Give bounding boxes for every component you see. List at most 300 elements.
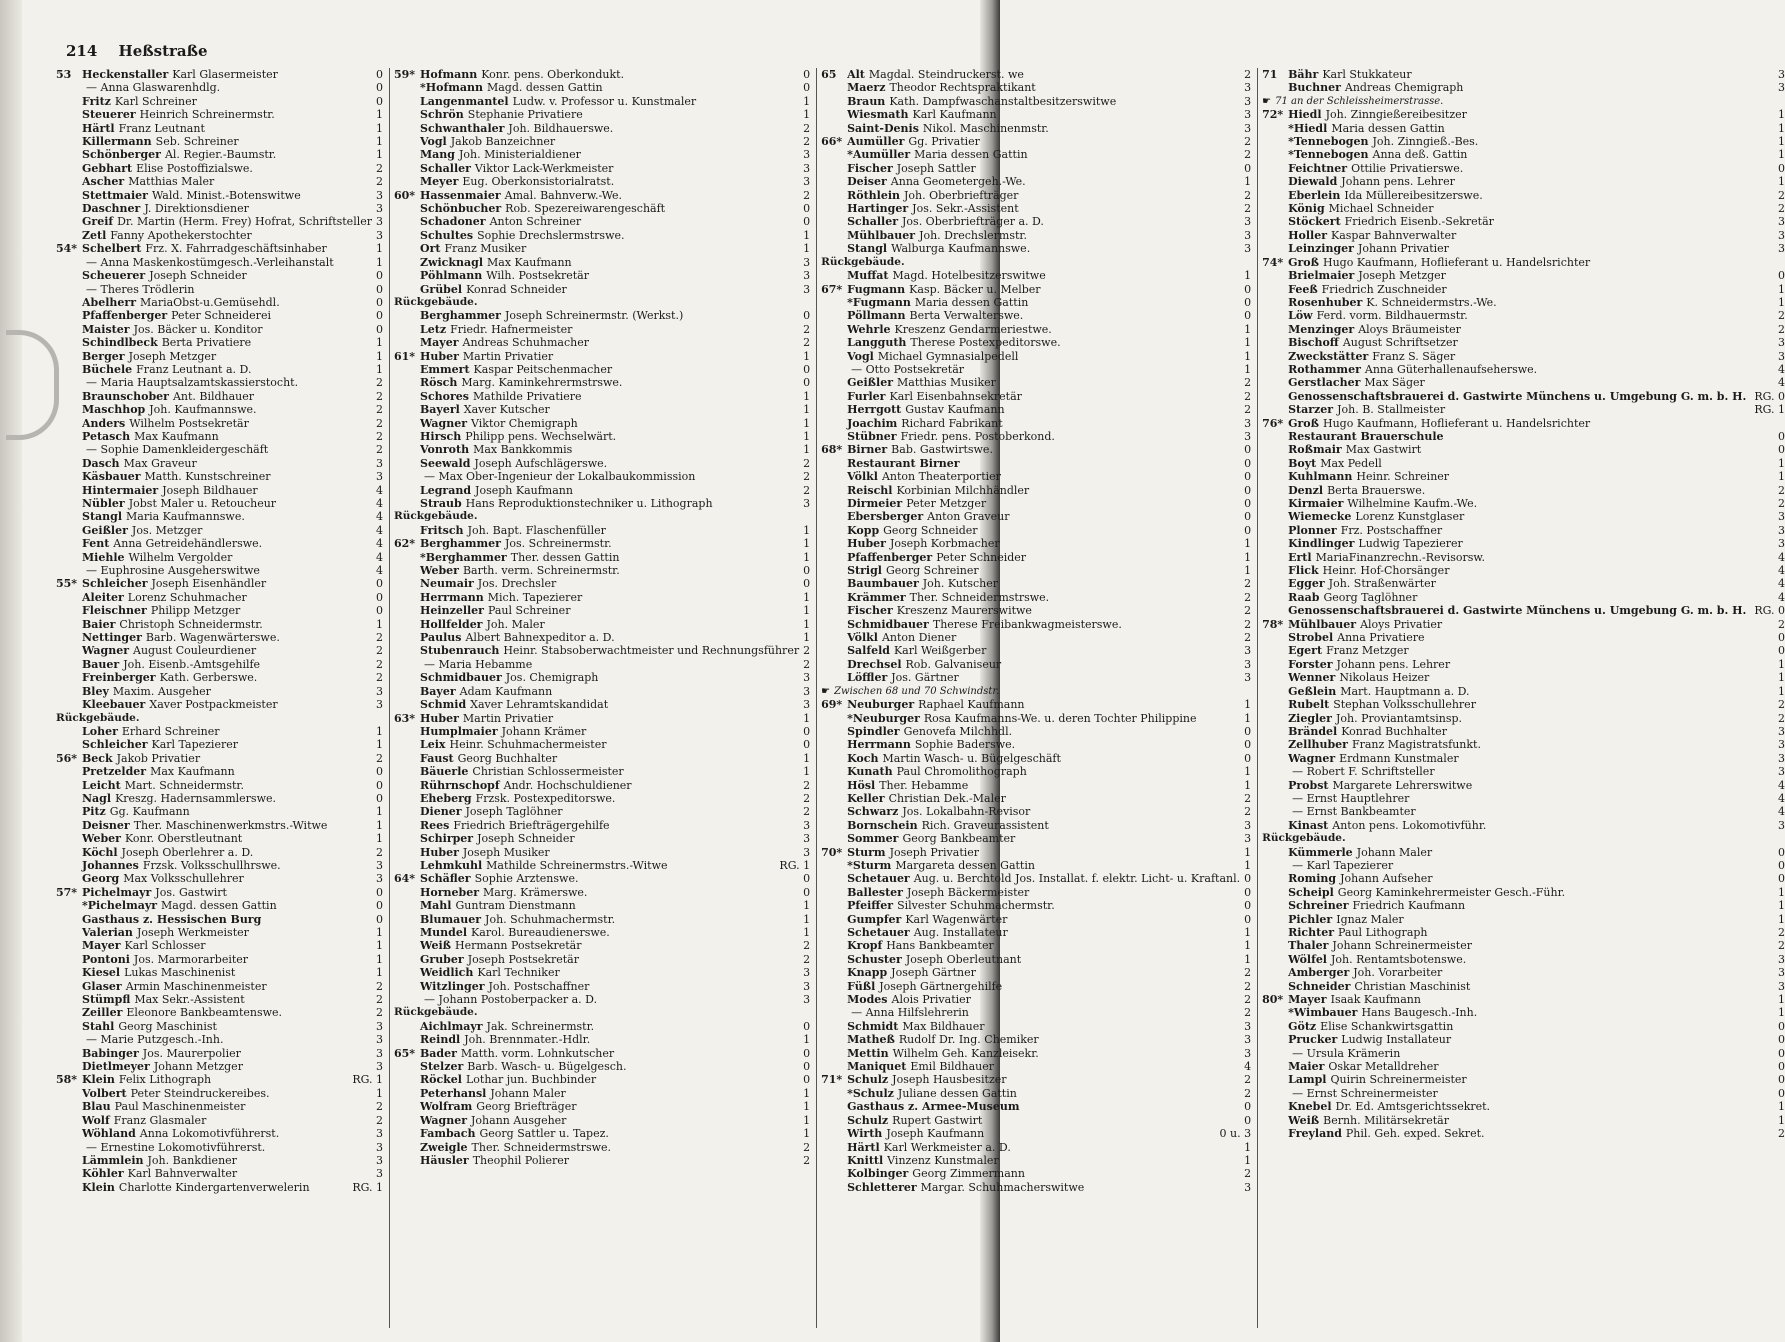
directory-entry: [394, 1087, 810, 1100]
entry-floor: 1: [1244, 349, 1252, 363]
directory-entry: [56, 376, 383, 389]
entry-description: Jobst Maler u. Retoucheur: [128, 497, 277, 510]
entry-house-number: [1262, 175, 1288, 188]
entry-description: Peter Schneiderei: [171, 309, 271, 323]
entry-name: *Berghammer: [420, 550, 507, 564]
entry-description: — Karl Tapezierer: [1292, 858, 1394, 872]
entry-house-number: [1262, 350, 1288, 363]
entry-name: Schleicher: [82, 577, 148, 591]
entry-description: Quirin Schreinermeister: [1330, 1073, 1467, 1087]
directory-entry: [1262, 564, 1785, 577]
entry-name: Schadoner: [420, 215, 486, 229]
directory-entry: [394, 591, 810, 604]
directory-entry: [1262, 1060, 1785, 1073]
entry-floor: 3: [803, 684, 811, 698]
entry-house-number: [394, 309, 420, 322]
entry-floor: 0: [376, 765, 383, 779]
entry-house-number: [56, 430, 82, 443]
entry-floor: 0: [1244, 885, 1252, 899]
entry-house-number: [821, 323, 847, 336]
entry-description: Amal. Bahnverw.-We.: [504, 188, 623, 202]
entry-house-number: [821, 591, 847, 604]
entry-description: Walburga Kaufmannswe.: [891, 242, 1031, 256]
directory-entry: [821, 819, 1251, 832]
entry-name: Rührnschopf: [420, 778, 500, 792]
entry-description: Johann Maler: [490, 1086, 566, 1100]
entry-description: Joh. Vorarbeiter: [1353, 966, 1443, 980]
entry-name: Röckel: [420, 1073, 462, 1087]
entry-floor: 3: [803, 818, 811, 832]
directory-entry: [821, 162, 1251, 175]
entry-description: Georg Sattler u. Tapez.: [479, 1127, 609, 1141]
entry-house-number: [821, 738, 847, 751]
directory-entry: [56, 698, 383, 711]
entry-name: Diener: [420, 805, 462, 819]
entry-description: Nikol. Maschinenmstr.: [922, 121, 1049, 135]
entry-floor: 2: [1778, 483, 1785, 497]
directory-entry: [56, 631, 383, 644]
entry-house-number: [56, 363, 82, 376]
entry-description: Johann pens. Lehrer: [1336, 657, 1451, 671]
entry-house-number: [394, 336, 420, 349]
entry-description: Max Volksschullehrer: [123, 872, 244, 886]
entry-description: Jos. Gastwirt: [155, 885, 227, 899]
entry-name: Kopp: [847, 523, 880, 537]
entry-floor: 3: [1244, 94, 1252, 108]
entry-floor: 1: [376, 724, 383, 738]
entry-name: Kuhlmann: [1288, 470, 1353, 484]
entry-name: Peterhansl: [420, 1086, 487, 1100]
directory-entry: [1262, 618, 1785, 631]
directory-entry: [1262, 309, 1785, 322]
entry-floor: 1: [803, 429, 811, 443]
entry-house-number: [56, 148, 82, 161]
directory-entry: [821, 269, 1251, 282]
entry-description: Berta Privatiere: [161, 336, 252, 350]
entry-description: Wilhelm Postsekretär: [129, 416, 249, 430]
entry-floor: 3: [1778, 228, 1785, 242]
entry-description: Ther. Maschinenwerkmstrs.-Witwe: [133, 818, 328, 832]
entry-floor: 3: [803, 832, 811, 846]
entry-floor: 2: [803, 778, 811, 792]
directory-entry: [1262, 283, 1785, 296]
entry-floor: 1: [376, 926, 383, 939]
entry-floor: 3: [376, 1033, 383, 1047]
entry-floor: 2: [803, 657, 811, 671]
directory-entry: [394, 81, 810, 94]
entry-house-number: [821, 939, 847, 952]
entry-floor: 1: [1778, 657, 1785, 671]
directory-entry: [394, 618, 810, 631]
entry-description: Karol. Bureaudienerswe.: [471, 926, 610, 939]
entry-description: Maria Kaufmannswe.: [126, 510, 245, 524]
entry-house-number: [394, 658, 420, 671]
entry-house-number: [821, 376, 847, 389]
entry-house-number: [394, 390, 420, 403]
entry-description: Paul Chromolithograph: [896, 765, 1027, 779]
directory-entry: [56, 108, 383, 121]
entry-name: Fritz: [82, 94, 111, 108]
entry-house-number: [1262, 591, 1288, 604]
entry-floor: 1: [1244, 711, 1252, 725]
entry-house-number: [821, 1127, 847, 1140]
entry-house-number: [1262, 551, 1288, 564]
entry-description: Heinr. Hof-Chorsänger: [1322, 564, 1450, 578]
entry-description: Ludwig Installateur: [1341, 1033, 1452, 1047]
entry-description: Jos. Sekr.-Assistent: [912, 202, 1019, 216]
entry-name: Schetauer: [847, 926, 910, 939]
entry-floor: 0: [376, 604, 383, 618]
entry-name: Aichlmayr: [420, 1019, 483, 1033]
directory-entry: [56, 470, 383, 483]
entry-description: Johann Metzger: [153, 1060, 243, 1074]
entry-floor: 1: [803, 537, 811, 551]
entry-name: Stümpfl: [82, 993, 131, 1007]
directory-entry: [394, 993, 810, 1006]
entry-floor: 1: [803, 242, 811, 256]
entry-floor: 2: [1778, 926, 1785, 939]
entry-floor: 0: [803, 577, 811, 591]
directory-entry: [394, 1047, 810, 1060]
entry-name: Diewald: [1288, 175, 1338, 189]
entry-house-number: [56, 631, 82, 644]
entry-house-number: [56, 926, 82, 939]
directory-entry: [821, 390, 1251, 403]
entry-description: Kath. Gerberswe.: [159, 671, 258, 685]
entry-floor: 1: [1244, 362, 1252, 376]
entry-house-number: [56, 859, 82, 872]
entry-floor: 3: [376, 1140, 383, 1154]
entry-name: Grübel: [420, 282, 463, 296]
entry-floor: 3: [803, 979, 811, 993]
directory-entry: [56, 913, 383, 926]
entry-floor: 0: [1778, 1033, 1785, 1047]
entry-house-number: [1262, 1060, 1288, 1073]
entry-name: Heinzeller: [420, 604, 484, 618]
entry-floor: 3: [1778, 952, 1785, 966]
entry-name: Rösch: [420, 376, 458, 390]
entry-house-number: [1262, 122, 1288, 135]
entry-house-number: [821, 926, 847, 939]
directory-entry: [1262, 752, 1785, 765]
entry-house-number: [56, 671, 82, 684]
directory-entry: [394, 685, 810, 698]
directory-entry: [821, 698, 1251, 711]
entry-description: — Ernst Bankbeamter: [1292, 805, 1416, 819]
entry-description: Christian Maschinist: [1354, 979, 1471, 993]
entry-house-number: [394, 738, 420, 751]
directory-entry: [821, 832, 1251, 845]
directory-entry: [56, 256, 383, 269]
entry-floor: 2: [1244, 631, 1252, 645]
entry-description: Charlotte Kindergartenverwelerin: [118, 1180, 310, 1194]
entry-description: Max Kaufmann: [150, 765, 235, 779]
entry-name: Wenner: [1288, 671, 1336, 685]
entry-description: Joseph Sattler: [896, 161, 976, 175]
entry-name: Huber: [420, 711, 459, 725]
directory-entry: [821, 68, 1251, 81]
entry-name: Restaurant Brauerschule: [1288, 429, 1444, 443]
entry-description: Michael Schneider: [1328, 202, 1434, 216]
entry-house-number: [1262, 296, 1288, 309]
entry-floor: 2: [376, 657, 383, 671]
entry-floor: 0: [1244, 161, 1252, 175]
entry-house-number: [56, 1047, 82, 1060]
entry-name: Wehrle: [847, 322, 891, 336]
entry-description: Silvester Schuhmachermstr.: [897, 899, 1055, 913]
entry-name: *Wimbauer: [1288, 1006, 1358, 1020]
entry-description: Joseph Privatier: [889, 845, 980, 859]
entry-floor: 3: [376, 470, 383, 484]
entry-name: Miehle: [82, 550, 125, 564]
entry-floor: 3: [1244, 671, 1252, 685]
directory-entry: [56, 872, 383, 885]
directory-entry: [56, 1127, 383, 1140]
directory-entry: [821, 1033, 1251, 1046]
entry-house-number: [56, 175, 82, 188]
entry-house-number: [821, 430, 847, 443]
entry-description: Karl Tapezierer: [151, 738, 238, 752]
entry-house-number: [394, 913, 420, 926]
directory-entry: [56, 336, 383, 349]
entry-house-number: [394, 644, 420, 657]
entry-floor: 2: [1244, 148, 1252, 162]
directory-entry: [1262, 256, 1785, 269]
entry-house-number: [394, 1060, 420, 1073]
directory-entry: [1262, 148, 1785, 161]
entry-floor: 0: [1778, 872, 1785, 886]
entry-description: Joh. Rentamtsbotenswe.: [1331, 952, 1467, 966]
entry-house-number: [1262, 604, 1288, 617]
entry-house-number: [1262, 1127, 1288, 1140]
entry-description: Joseph Hausbesitzer: [892, 1073, 1007, 1087]
entry-name: Schneider: [1288, 979, 1351, 993]
entry-name: Mühlbauer: [1288, 617, 1357, 631]
entry-house-number: [56, 376, 82, 389]
entry-house-number: [821, 551, 847, 564]
entry-name: Humplmaier: [420, 724, 498, 738]
directory-entry: [1262, 135, 1785, 148]
directory-entry: [821, 551, 1251, 564]
entry-name: Schmid: [420, 698, 467, 712]
entry-description: — Johann Postoberpacker a. D.: [424, 993, 598, 1007]
entry-description: Christoph Schneidermstr.: [119, 617, 263, 631]
entry-description: — Robert F. Schriftsteller: [1292, 765, 1435, 779]
entry-description: Juliane dessen Gattin: [897, 1086, 1017, 1100]
entry-description: Heinr. Stabsoberwachtmeister und Rechnungsführer: [503, 644, 800, 658]
directory-entry: [56, 122, 383, 135]
entry-floor: 1: [376, 832, 383, 846]
entry-name: Aumüller: [847, 135, 905, 149]
entry-house-number: [1262, 148, 1288, 161]
entry-house-number: [1262, 939, 1288, 952]
entry-name: Röthlein: [847, 188, 901, 202]
directory-entry: [56, 765, 383, 778]
entry-description: Franz Musiker: [444, 242, 527, 256]
entry-name: Anders: [82, 416, 126, 430]
entry-name: Stelzer: [420, 1060, 464, 1074]
directory-entry: [56, 283, 383, 296]
entry-description: Friedrich Kaufmann: [1352, 899, 1466, 913]
entry-floor: 3: [1778, 349, 1785, 363]
directory-entry: [56, 148, 383, 161]
entry-floor: 3: [1244, 429, 1252, 443]
entry-description: Mathilde Privatiere: [472, 389, 582, 403]
entry-name: Groß: [1288, 255, 1319, 269]
binding-shadow: [0, 0, 22, 1342]
entry-floor: 1: [803, 443, 811, 457]
entry-house-number: [1262, 430, 1288, 443]
entry-description: Karl Wagenwärter: [905, 912, 1008, 926]
entry-description: Frzsk. Postexpeditorswe.: [475, 791, 616, 805]
entry-floor: 2: [1244, 376, 1252, 390]
entry-floor: 2: [1778, 617, 1785, 631]
entry-name: Bayerl: [420, 403, 460, 417]
directory-entry: [821, 135, 1251, 148]
entry-description: Karl Stukkateur: [1322, 68, 1412, 81]
entry-house-number: 65*: [394, 1046, 416, 1060]
entry-house-number: [821, 175, 847, 188]
entry-description: — Maria Hebamme: [424, 657, 533, 671]
entry-name: Feichtner: [1288, 161, 1348, 175]
entry-description: Emil Bildhauer: [910, 1060, 994, 1074]
entry-description: Konrad Buchhalter: [1341, 724, 1447, 738]
entry-name: Berghammer: [420, 309, 501, 323]
entry-description: Christian Schlossermeister: [472, 765, 624, 779]
entry-name: Schwarz: [847, 805, 899, 819]
entry-description: Karl Bahnverwalter: [127, 1167, 238, 1181]
entry-house-number: [56, 510, 82, 523]
entry-house-number: 70*: [821, 845, 843, 859]
directory-entry: [1262, 363, 1785, 376]
entry-name: Genossenschaftsbrauerei d. Gastwirte Münchens u. Umgebung G. m. b. H.: [1288, 389, 1747, 403]
directory-entry: [821, 765, 1251, 778]
directory-entry: [394, 725, 810, 738]
entry-house-number: [821, 993, 847, 1006]
entry-floor: 2: [1778, 309, 1785, 323]
entry-house-number: [56, 591, 82, 604]
directory-entry: [56, 886, 383, 899]
entry-floor: 0: [803, 376, 811, 390]
directory-entry: [56, 899, 383, 912]
entry-floor: 0: [376, 269, 383, 283]
directory-entry: [821, 779, 1251, 792]
entry-name: Wiemecke: [1288, 510, 1352, 524]
directory-entry: [1262, 953, 1785, 966]
entry-description: Martin Privatier: [462, 349, 554, 363]
directory-entry: [394, 792, 810, 805]
entry-floor: 3: [376, 1127, 383, 1141]
entry-floor: 2: [1244, 805, 1252, 819]
entry-floor: 4: [376, 483, 383, 497]
directory-entry: [821, 470, 1251, 483]
entry-name: Richter: [1288, 926, 1334, 939]
directory-entry: [821, 564, 1251, 577]
entry-floor: 1: [1778, 1100, 1785, 1114]
entry-house-number: [1262, 953, 1288, 966]
entry-name: Bader: [420, 1046, 457, 1060]
entry-description: — Anna Glaswarenhdlg.: [86, 81, 221, 95]
entry-description: — Anna Hilfslehrerin: [851, 1006, 969, 1020]
entry-house-number: [394, 242, 420, 255]
directory-entry: [821, 591, 1251, 604]
section-heading: [1262, 832, 1785, 845]
directory-entry: [56, 1073, 383, 1086]
entry-house-number: [1262, 390, 1288, 403]
entry-name: Maier: [1288, 1060, 1325, 1074]
directory-entry: [56, 443, 383, 456]
entry-description: Andreas Chemigraph: [1344, 81, 1464, 95]
entry-house-number: [56, 443, 82, 456]
entry-description: Konr. pens. Oberkondukt.: [481, 68, 625, 81]
entry-description: Joseph Bäckermeister: [906, 885, 1030, 899]
entry-description: Joseph Metzger: [128, 349, 217, 363]
entry-description: August Couleurdiener: [133, 644, 257, 658]
entry-floor: 0: [376, 322, 383, 336]
entry-description: — Marie Putzgesch.-Inh.: [86, 1033, 224, 1047]
entry-description: Genovefa Milchhdl.: [903, 724, 1013, 738]
entry-floor: 3: [1778, 510, 1785, 524]
entry-name: Gruber: [420, 952, 464, 966]
entry-description: Sophie Arztenswe.: [474, 872, 579, 886]
entry-floor: 2: [803, 336, 811, 350]
directory-entry: [1262, 631, 1785, 644]
entry-floor: 1: [376, 121, 383, 135]
entry-house-number: [394, 591, 420, 604]
directory-entry: [1262, 1127, 1785, 1140]
directory-entry: [821, 1127, 1251, 1140]
directory-entry: [821, 1141, 1251, 1154]
entry-house-number: [821, 1141, 847, 1154]
entry-name: Maerz: [847, 81, 886, 95]
entry-house-number: [821, 953, 847, 966]
directory-entry: [821, 443, 1251, 456]
directory-entry: [394, 644, 810, 657]
entry-house-number: [394, 175, 420, 188]
directory-entry: [821, 122, 1251, 135]
entry-house-number: [394, 283, 420, 296]
entry-house-number: [821, 390, 847, 403]
entry-description: Max Pedell: [1320, 456, 1382, 470]
entry-house-number: 58*: [56, 1073, 78, 1087]
entry-name: Leicht: [82, 778, 121, 792]
entry-floor: 0: [1244, 751, 1252, 765]
entry-floor: 2: [1244, 791, 1252, 805]
entry-description: Ignaz Maler: [1336, 912, 1404, 926]
entry-floor: 3: [1778, 966, 1785, 980]
entry-name: Nübler: [82, 497, 125, 510]
entry-house-number: [1262, 162, 1288, 175]
entry-house-number: [394, 403, 420, 416]
entry-floor: 3: [376, 202, 383, 216]
entry-name: Schmidbauer: [847, 617, 929, 631]
entry-floor: 3: [1244, 81, 1252, 95]
entry-description: Ludwig Tapezierer: [1358, 537, 1463, 551]
entry-house-number: [56, 792, 82, 805]
entry-house-number: [821, 363, 847, 376]
entry-description: Bernh. Militärsekretär: [1323, 1113, 1450, 1127]
directory-entry: [394, 631, 810, 644]
entry-floor: 3: [376, 1060, 383, 1074]
entry-name: Deiser: [847, 175, 887, 189]
entry-description: Anna Geometergeh.-We.: [890, 175, 1026, 189]
entry-name: Probst: [1288, 778, 1329, 792]
entry-name: Wagner: [1288, 751, 1336, 765]
entry-name: Zwicknagl: [420, 255, 483, 269]
directory-entry: [56, 1060, 383, 1073]
entry-floor: 1: [376, 966, 383, 980]
entry-description: Hans Reproduktionstechniker u. Lithograph: [465, 497, 713, 510]
